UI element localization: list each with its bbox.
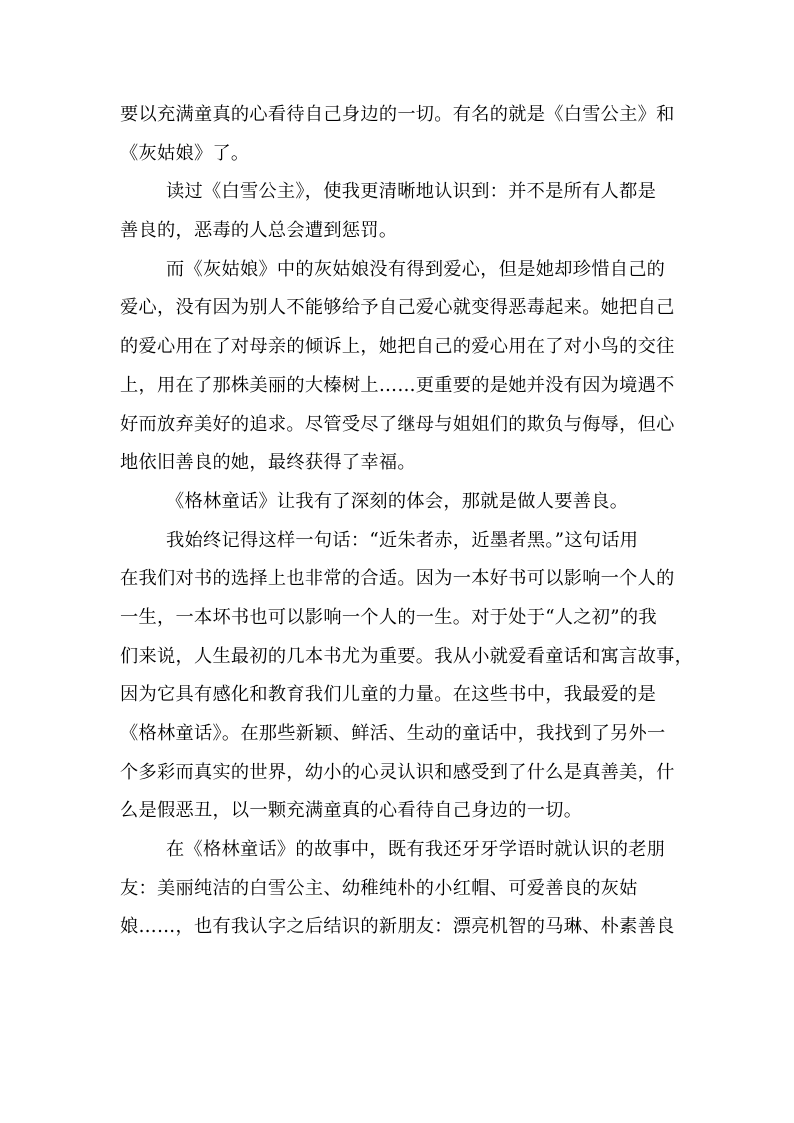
text-line: 一生，一本坏书也可以影响一个人的一生。对于处于“人之初”的我 — [120, 606, 657, 628]
text-line: 娘……，也有我认字之后结识的新朋友：漂亮机智的马琳、朴素善良 — [120, 916, 675, 938]
paragraph-6 — [120, 831, 674, 947]
text-line: 好而放弃美好的追求。尽管受尽了继母与姐姐们的欺负与侮辱，但心 — [120, 413, 675, 435]
paragraph-1 — [120, 96, 674, 173]
paragraph-5 — [120, 522, 694, 832]
paragraph-2 — [120, 173, 674, 250]
paragraph-3 — [120, 251, 674, 483]
text-line: 们来说，人生最初的几本书尤为重要。我从小就爱看童话和寓言故事， — [120, 645, 694, 667]
text-line: 《格林童话》。在那些新颖、鲜活、生动的童话中，我找到了另外一 — [120, 723, 666, 744]
text-line: 我始终记得这样一句话：“近朱者赤，近墨者黑。”这句话用 — [166, 529, 639, 551]
text-line: 友：美丽纯洁的白雪公主、幼稚纯朴的小红帽、可爱善良的灰姑 — [120, 877, 638, 899]
text-line: 爱心，没有因为别人不能够给予自己爱心就变得恶毒起来。她把自己 — [120, 297, 675, 319]
text-line: 上，用在了那株美丽的大榛树上……更重要的是她并没有因为境遇不 — [120, 374, 675, 396]
text-line: 《灰姑娘》了。 — [120, 142, 250, 164]
text-line: 在我们对书的选择上也非常的合适。因为一本好书可以影响一个人的 — [120, 568, 675, 590]
text-line: 《格林童话》让我有了深刻的体会，那就是做人要善良。 — [166, 490, 629, 512]
text-line: 要以充满童真的心看待自己身边的一切。有名的就是《白雪公主》和 — [120, 104, 675, 125]
text-line: 个多彩而真实的世界，幼小的心灵认识和感受到了什么是真善美，什 — [120, 761, 675, 783]
text-line: 么是假恶丑，以一颗充满童真的心看待自己身边的一切。 — [120, 800, 583, 822]
text-line: 在《格林童话》的故事中，既有我还牙牙学语时就认识的老朋 — [166, 839, 666, 861]
text-line: 地依旧善良的她，最终获得了幸福。 — [120, 452, 416, 474]
text-line: 善良的，恶毒的人总会遭到惩罚。 — [120, 220, 398, 242]
text-line: 的爱心用在了对母亲的倾诉上，她把自己的爱心用在了对小鸟的交往 — [120, 336, 675, 358]
paragraph-4 — [120, 483, 674, 522]
document-page — [120, 96, 694, 947]
text-line: 读过《白雪公主》，使我更清晰地认识到：并不是所有人都是 — [166, 181, 657, 203]
text-line: 因为它具有感化和教育我们儿童的力量。在这些书中，我最爱的是 — [120, 684, 657, 706]
text-line: 而《灰姑娘》中的灰姑娘没有得到爱心，但是她却珍惜自己的 — [166, 258, 666, 280]
